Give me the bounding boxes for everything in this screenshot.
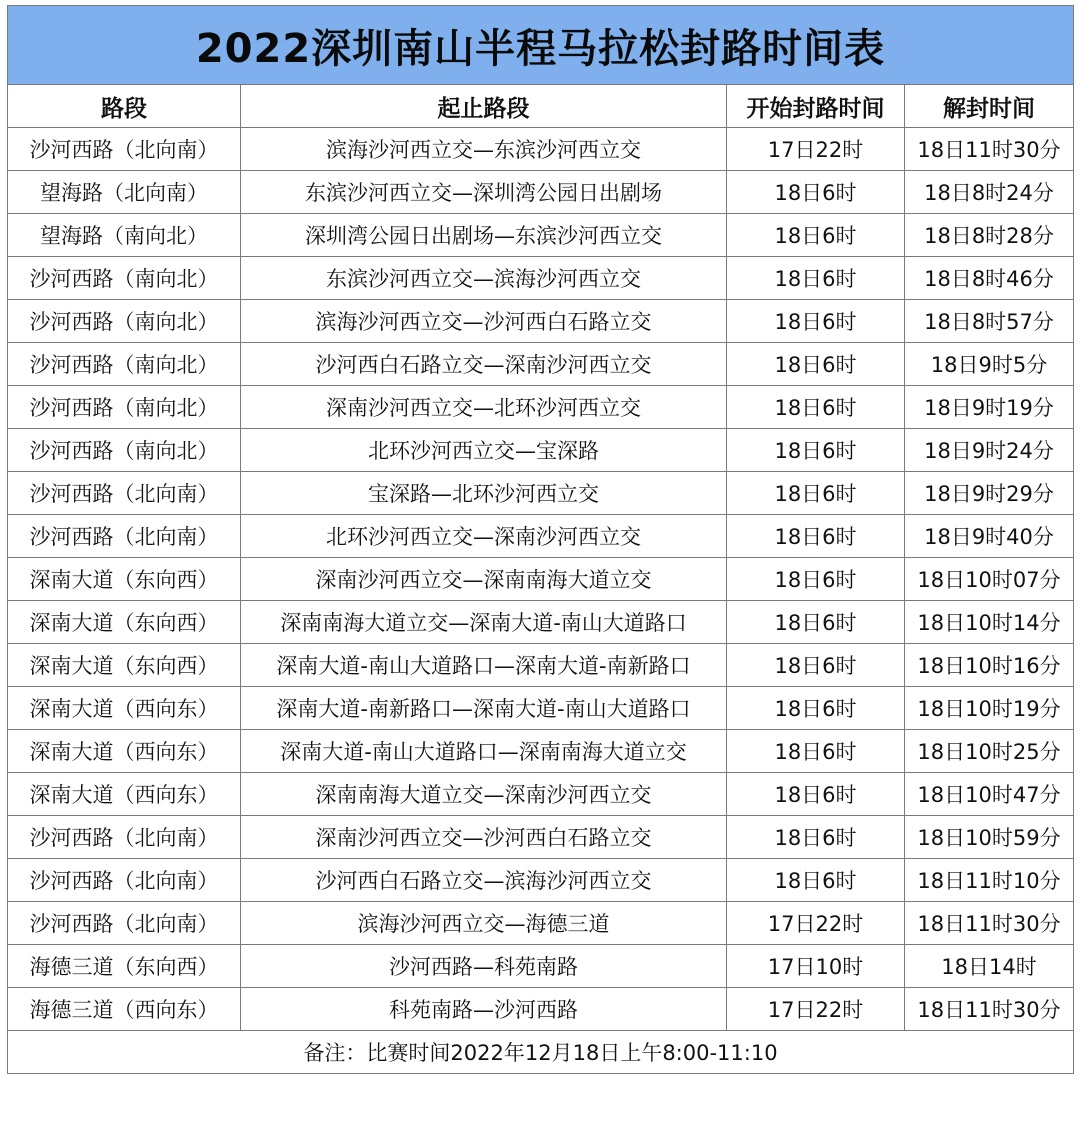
cell-reopen-time: 18日9时5分: [905, 343, 1074, 386]
cell-reopen-time: 18日8时57分: [905, 300, 1074, 343]
cell-start-end-section: 滨海沙河西立交—东滨沙河西立交: [241, 128, 727, 171]
cell-closure-start-time: 18日6时: [727, 171, 905, 214]
cell-start-end-section: 深南沙河西立交—北环沙河西立交: [241, 386, 727, 429]
table-row: [8, 515, 1074, 558]
cell-road-section: 沙河西路（南向北）: [8, 257, 241, 300]
cell-closure-start-time: 18日6时: [727, 472, 905, 515]
cell-start-end-section: 沙河西白石路立交—滨海沙河西立交: [241, 859, 727, 902]
cell-closure-start-time: 18日6时: [727, 214, 905, 257]
header-row: [8, 85, 1074, 128]
table-row: [8, 128, 1074, 171]
cell-closure-start-time: 18日6时: [727, 343, 905, 386]
cell-start-end-section: 东滨沙河西立交—滨海沙河西立交: [241, 257, 727, 300]
cell-closure-start-time: 17日22时: [727, 988, 905, 1031]
cell-start-end-section: 深南大道-南新路口—深南大道-南山大道路口: [241, 687, 727, 730]
cell-road-section: 海德三道（东向西）: [8, 945, 241, 988]
cell-start-end-section: 沙河西白石路立交—深南沙河西立交: [241, 343, 727, 386]
cell-road-section: 深南大道（东向西）: [8, 644, 241, 687]
header-reopen-time: 解封时间: [905, 85, 1074, 128]
header-road-section: 路段: [8, 85, 241, 128]
cell-reopen-time: 18日10时14分: [905, 601, 1074, 644]
cell-closure-start-time: 18日6时: [727, 601, 905, 644]
cell-closure-start-time: 17日10时: [727, 945, 905, 988]
cell-reopen-time: 18日10时16分: [905, 644, 1074, 687]
cell-start-end-section: 深南大道-南山大道路口—深南大道-南新路口: [241, 644, 727, 687]
cell-start-end-section: 北环沙河西立交—深南沙河西立交: [241, 515, 727, 558]
table-row: [8, 429, 1074, 472]
cell-closure-start-time: 18日6时: [727, 773, 905, 816]
cell-start-end-section: 深圳湾公园日出剧场—东滨沙河西立交: [241, 214, 727, 257]
cell-start-end-section: 沙河西路—科苑南路: [241, 945, 727, 988]
cell-start-end-section: 宝深路—北环沙河西立交: [241, 472, 727, 515]
cell-road-section: 沙河西路（北向南）: [8, 902, 241, 945]
cell-reopen-time: 18日10时07分: [905, 558, 1074, 601]
table-row: [8, 687, 1074, 730]
cell-closure-start-time: 18日6时: [727, 429, 905, 472]
header-closure-start-time: 开始封路时间: [727, 85, 905, 128]
cell-closure-start-time: 18日6时: [727, 687, 905, 730]
cell-road-section: 深南大道（西向东）: [8, 687, 241, 730]
cell-reopen-time: 18日11时30分: [905, 988, 1074, 1031]
cell-road-section: 沙河西路（北向南）: [8, 472, 241, 515]
cell-reopen-time: 18日9时24分: [905, 429, 1074, 472]
table-row: [8, 644, 1074, 687]
cell-closure-start-time: 18日6时: [727, 644, 905, 687]
cell-start-end-section: 滨海沙河西立交—海德三道: [241, 902, 727, 945]
cell-closure-start-time: 18日6时: [727, 515, 905, 558]
header-start-end-section: 起止路段: [241, 85, 727, 128]
cell-closure-start-time: 18日6时: [727, 386, 905, 429]
title-row: [8, 6, 1074, 85]
cell-start-end-section: 深南大道-南山大道路口—深南南海大道立交: [241, 730, 727, 773]
cell-reopen-time: 18日11时30分: [905, 128, 1074, 171]
page-title: 2022深圳南山半程马拉松封路时间表: [8, 6, 1074, 85]
cell-road-section: 沙河西路（南向北）: [8, 300, 241, 343]
cell-reopen-time: 18日8时46分: [905, 257, 1074, 300]
cell-reopen-time: 18日11时30分: [905, 902, 1074, 945]
table-row: [8, 214, 1074, 257]
cell-start-end-section: 深南沙河西立交—深南南海大道立交: [241, 558, 727, 601]
cell-start-end-section: 北环沙河西立交—宝深路: [241, 429, 727, 472]
note-row: [8, 1031, 1074, 1074]
cell-road-section: 望海路（南向北）: [8, 214, 241, 257]
cell-closure-start-time: 17日22时: [727, 128, 905, 171]
cell-closure-start-time: 18日6时: [727, 300, 905, 343]
cell-road-section: 沙河西路（南向北）: [8, 429, 241, 472]
cell-reopen-time: 18日9时19分: [905, 386, 1074, 429]
cell-reopen-time: 18日8时28分: [905, 214, 1074, 257]
race-time-note: 备注：比赛时间2022年12月18日上午8:00-11:10: [8, 1031, 1074, 1074]
cell-road-section: 沙河西路（南向北）: [8, 343, 241, 386]
cell-closure-start-time: 18日6时: [727, 257, 905, 300]
cell-start-end-section: 深南沙河西立交—沙河西白石路立交: [241, 816, 727, 859]
table-row: [8, 171, 1074, 214]
table-row: [8, 343, 1074, 386]
cell-closure-start-time: 18日6时: [727, 730, 905, 773]
cell-road-section: 望海路（北向南）: [8, 171, 241, 214]
cell-road-section: 海德三道（西向东）: [8, 988, 241, 1031]
cell-reopen-time: 18日10时47分: [905, 773, 1074, 816]
cell-reopen-time: 18日9时40分: [905, 515, 1074, 558]
cell-road-section: 深南大道（东向西）: [8, 601, 241, 644]
table-row: [8, 472, 1074, 515]
table-row: [8, 945, 1074, 988]
cell-road-section: 沙河西路（北向南）: [8, 128, 241, 171]
cell-reopen-time: 18日10时25分: [905, 730, 1074, 773]
table-row: [8, 816, 1074, 859]
cell-road-section: 沙河西路（北向南）: [8, 816, 241, 859]
cell-start-end-section: 科苑南路—沙河西路: [241, 988, 727, 1031]
cell-start-end-section: 深南南海大道立交—深南沙河西立交: [241, 773, 727, 816]
table-row: [8, 558, 1074, 601]
cell-closure-start-time: 18日6时: [727, 816, 905, 859]
table-row: [8, 386, 1074, 429]
table-row: [8, 988, 1074, 1031]
cell-road-section: 沙河西路（北向南）: [8, 859, 241, 902]
table-row: [8, 601, 1074, 644]
cell-reopen-time: 18日10时19分: [905, 687, 1074, 730]
cell-reopen-time: 18日9时29分: [905, 472, 1074, 515]
cell-closure-start-time: 18日6时: [727, 558, 905, 601]
cell-road-section: 沙河西路（北向南）: [8, 515, 241, 558]
table-row: [8, 257, 1074, 300]
table-row: [8, 730, 1074, 773]
table-row: [8, 300, 1074, 343]
table-row: [8, 859, 1074, 902]
cell-reopen-time: 18日8时24分: [905, 171, 1074, 214]
cell-start-end-section: 滨海沙河西立交—沙河西白石路立交: [241, 300, 727, 343]
cell-closure-start-time: 18日6时: [727, 859, 905, 902]
table-row: [8, 773, 1074, 816]
cell-road-section: 沙河西路（南向北）: [8, 386, 241, 429]
cell-reopen-time: 18日11时10分: [905, 859, 1074, 902]
cell-road-section: 深南大道（东向西）: [8, 558, 241, 601]
cell-road-section: 深南大道（西向东）: [8, 730, 241, 773]
road-closure-table: [7, 5, 1074, 1074]
cell-reopen-time: 18日14时: [905, 945, 1074, 988]
cell-closure-start-time: 17日22时: [727, 902, 905, 945]
table-row: [8, 902, 1074, 945]
cell-start-end-section: 深南南海大道立交—深南大道-南山大道路口: [241, 601, 727, 644]
cell-start-end-section: 东滨沙河西立交—深圳湾公园日出剧场: [241, 171, 727, 214]
cell-reopen-time: 18日10时59分: [905, 816, 1074, 859]
cell-road-section: 深南大道（西向东）: [8, 773, 241, 816]
